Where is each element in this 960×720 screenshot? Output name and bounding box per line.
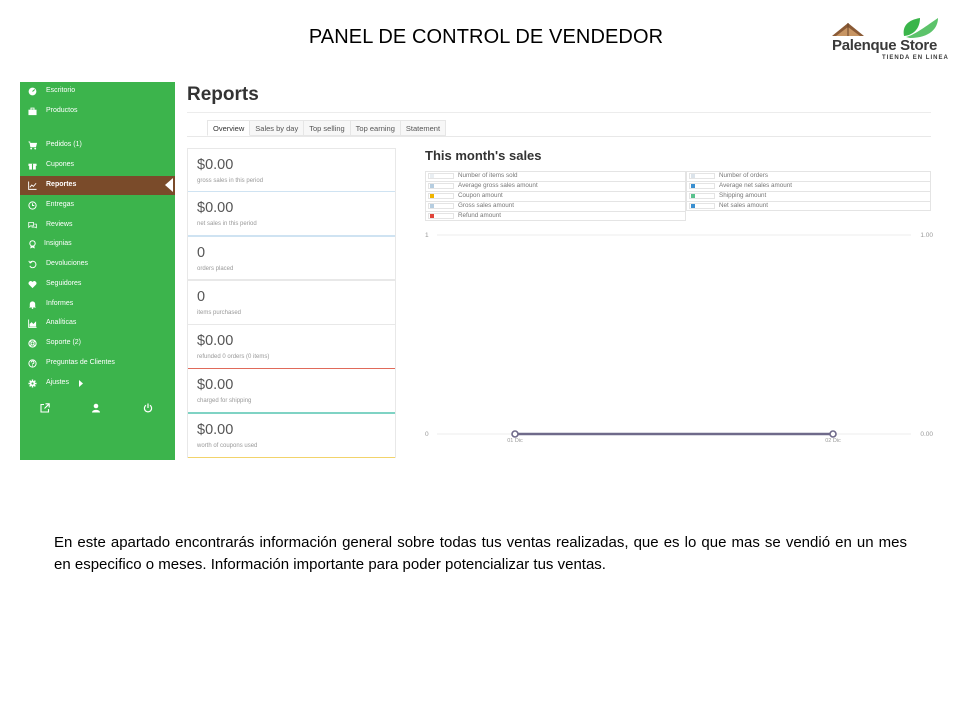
legend-label: Coupon amount (458, 192, 503, 199)
sidebar-item-label: Entregas (46, 201, 75, 208)
stat-label: orders placed (197, 265, 234, 272)
stat-label: items purchased (197, 309, 242, 316)
y-left-tick-label: 1 (425, 232, 429, 239)
sidebar-item-label: Informes (46, 300, 74, 307)
legend-item[interactable] (686, 181, 931, 191)
sidebar-item-label: Seguidores (46, 280, 82, 287)
divider (187, 136, 931, 137)
sidebar-item-entregas[interactable] (20, 196, 175, 215)
sidebar-item-label: Reportes (46, 181, 77, 188)
sidebar-item-label: Productos (46, 107, 78, 114)
sidebar-item-escritorio[interactable] (20, 82, 175, 101)
tab-overview[interactable]: Overview (207, 120, 250, 136)
legend-label: Refund amount (458, 212, 502, 219)
legend-item[interactable] (425, 171, 686, 181)
stat-net-sales[interactable] (187, 192, 396, 236)
sidebar-item-label: Cupones (46, 161, 75, 168)
stat-coupons[interactable] (187, 414, 396, 458)
lifebuoy-icon (28, 339, 37, 348)
undo-icon (28, 260, 37, 269)
stat-label: gross sales in this period (197, 178, 264, 184)
area-chart-icon (28, 319, 37, 328)
stat-orders-placed[interactable] (187, 237, 396, 281)
legend-swatch (430, 204, 434, 208)
tab-statement[interactable]: Statement (401, 120, 446, 136)
stat-label: charged for shipping (197, 398, 252, 405)
legend-label: Number of items sold (458, 172, 518, 179)
stat-value: $0.00 (197, 377, 234, 394)
gift-icon (28, 161, 37, 170)
sidebar-item-label: Pedidos (1) (46, 141, 82, 148)
sidebar-item-label: Preguntas de Clientes (46, 359, 115, 366)
sales-line-chart (425, 225, 933, 450)
legend-item[interactable] (425, 201, 686, 211)
sidebar (20, 82, 175, 460)
logo-tagline: TIENDA EN LINEA (882, 55, 949, 61)
legend-item[interactable] (425, 191, 686, 201)
legend-swatch (691, 174, 695, 178)
y-right-tick-label: 1.00 (920, 232, 933, 239)
sidebar-item-label: Soporte (2) (46, 339, 82, 346)
sidebar-item-label: Insignias (44, 240, 72, 247)
sidebar-item-label: Ajustes (46, 379, 69, 386)
sidebar-item-label: Reviews (46, 221, 73, 228)
legend-swatch (430, 184, 434, 188)
stat-value: $0.00 (197, 421, 234, 438)
sidebar-item-devoluciones[interactable] (20, 255, 175, 274)
sidebar-item-insignias[interactable] (20, 235, 175, 254)
legend-label: Average net sales amount (719, 182, 793, 189)
legend-swatch (691, 184, 695, 188)
chart-title: This month's sales (425, 148, 542, 163)
divider (187, 112, 931, 113)
legend-swatch (430, 214, 434, 218)
stat-shipping[interactable] (187, 369, 396, 413)
y-left-tick-label: 0 (425, 431, 429, 438)
legend-item[interactable] (425, 211, 686, 221)
sidebar-item-seguidores[interactable] (20, 275, 175, 294)
stat-accent (188, 457, 395, 459)
sidebar-item-pedidos[interactable] (20, 136, 175, 155)
bell-icon (28, 300, 37, 309)
external-link-icon[interactable] (40, 403, 50, 413)
legend-item[interactable] (686, 171, 931, 181)
legend-swatch (430, 174, 434, 178)
stat-value: 0 (197, 244, 206, 261)
stat-label: net sales in this period (197, 221, 257, 228)
legend-swatch (691, 204, 695, 208)
legend-label: Net sales amount (719, 202, 769, 209)
caret-right-icon (79, 380, 84, 387)
report-tabs (207, 120, 446, 136)
sidebar-item-reportes[interactable] (20, 176, 175, 195)
badge-icon (28, 240, 37, 249)
legend-label: Number of orders (719, 172, 768, 179)
comments-icon (28, 221, 37, 230)
gear-icon (28, 379, 37, 388)
summary-stats (187, 148, 396, 458)
tab-top-selling[interactable]: Top selling (304, 120, 350, 136)
active-indicator (165, 178, 173, 192)
legend-label: Average gross sales amount (458, 182, 538, 189)
legend-item[interactable] (686, 201, 931, 211)
user-icon[interactable] (91, 403, 101, 413)
legend-swatch (691, 194, 695, 198)
briefcase-icon (28, 107, 37, 116)
power-icon[interactable] (143, 403, 153, 413)
tab-sales-by-day[interactable]: Sales by day (250, 120, 304, 136)
legend-label: Gross sales amount (458, 202, 514, 209)
sidebar-item-productos[interactable] (20, 102, 175, 121)
logo-name: Palenque Store (832, 37, 937, 54)
reports-panel (187, 82, 933, 462)
slide-description: En este apartado encontrarás información general sobre todas tus ventas realizadas, que es lo que mas se vendió en un mes en especifico o meses. Información importante para poder potencializar tus ventas. (54, 534, 907, 573)
palenque-store-logo (830, 16, 949, 64)
legend-item[interactable] (686, 191, 931, 201)
y-right-tick-label: 0.00 (920, 431, 933, 438)
heart-icon (28, 280, 37, 289)
stat-items-purchased[interactable] (187, 281, 396, 325)
sidebar-item-ajustes[interactable] (20, 374, 175, 393)
stat-gross-sales[interactable] (187, 148, 396, 192)
dashboard-icon (28, 87, 37, 96)
sidebar-item-label: Devoluciones (46, 260, 89, 267)
stat-label: refunded 0 orders (0 items) (197, 354, 270, 361)
line-chart-icon (28, 181, 37, 190)
sidebar-item-cupones[interactable] (20, 156, 175, 175)
x-tick-label: 01 Dic (507, 438, 523, 444)
stat-value: $0.00 (197, 200, 234, 217)
sidebar-item-analiticas[interactable] (20, 314, 175, 333)
cart-icon (28, 141, 37, 150)
question-icon (28, 359, 37, 368)
legend-label: Shipping amount (719, 192, 767, 199)
tab-top-earning[interactable]: Top earning (351, 120, 401, 136)
sidebar-item-preguntas[interactable] (20, 354, 175, 373)
sidebar-item-label: Analíticas (46, 319, 77, 326)
slide-title: PANEL DE CONTROL DE VENDEDOR (308, 26, 664, 48)
x-tick-label: 02 Dic (825, 438, 841, 444)
sidebar-item-label: Escritorio (46, 87, 76, 94)
data-point (512, 431, 518, 437)
page-title: Reports (187, 84, 259, 105)
legend-item[interactable] (425, 181, 686, 191)
stat-label: worth of coupons used (197, 442, 258, 449)
stat-value: $0.00 (197, 333, 234, 350)
stat-refunded[interactable] (187, 325, 396, 369)
clock-icon (28, 201, 37, 210)
sidebar-item-soporte[interactable] (20, 334, 175, 353)
legend-swatch (430, 194, 434, 198)
sidebar-item-informes[interactable] (20, 295, 175, 314)
stat-value: $0.00 (197, 157, 234, 173)
data-point (830, 431, 836, 437)
sidebar-item-reviews[interactable] (20, 216, 175, 235)
stat-value: 0 (197, 288, 206, 305)
